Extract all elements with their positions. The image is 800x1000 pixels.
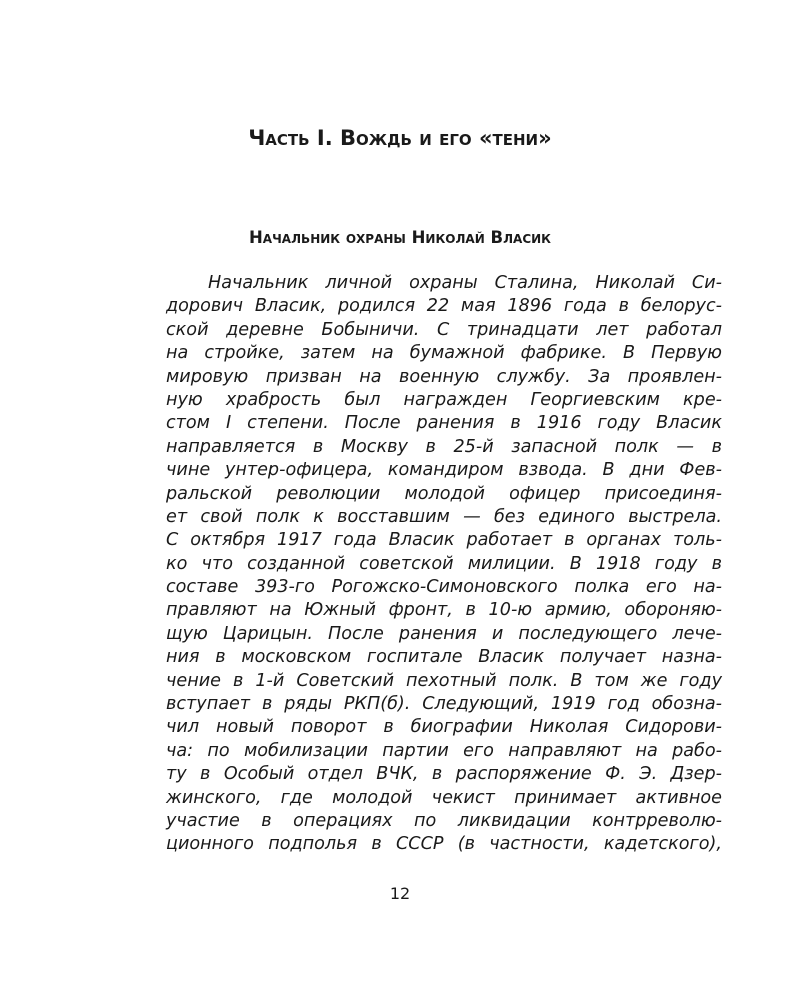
paragraph-line: направляется в Москву в 25-й запасной полк — в <box>166 436 722 457</box>
paragraph-line: стом I степени. После ранения в 1916 году Власик <box>166 413 722 434</box>
paragraph-line: С октября 1917 года Власик работает в органах толь- <box>166 530 722 551</box>
paragraph-line: участие в операциях по ликвидации контрреволю- <box>166 810 722 831</box>
paragraph-line: ской деревне Бобыничи. С тринадцати лет работал <box>166 319 722 340</box>
paragraph-line: Начальник личной охраны Сталина, Николай Си- <box>208 273 722 293</box>
paragraph-line: ет свой полк к восставшим — без единого выстрела. <box>166 506 722 527</box>
paragraph-line: щую Царицын. После ранения и последующего лече- <box>166 623 722 644</box>
paragraph-line: ча: по мобилизации партии его направляют на рабо- <box>166 740 722 761</box>
paragraph-line: ту в Особый отдел ВЧК, в распоряжение Ф. Э. Дзер- <box>166 764 722 785</box>
paragraph-line: чине унтер-офицера, командиром взвода. В дни Фев- <box>166 460 722 481</box>
paragraph-line: чение в 1-й Советский пехотный полк. В том же году <box>166 670 722 691</box>
paragraph-line: дорович Власик, родился 22 мая 1896 года в белорус- <box>166 296 722 317</box>
page-number: 12 <box>389 884 411 903</box>
paragraph-line: мировую призван на военную службу. За проявлен- <box>166 366 722 387</box>
paragraph-line: ционного подполья в СССР (в частности, кадетского), <box>166 834 722 855</box>
part-title: Часть I. Вождь и его «тени» <box>248 126 552 150</box>
paragraph-line: ральской революции молодой офицер присоединя- <box>166 483 722 504</box>
paragraph-line: ную храбрость был награжден Георгиевским кре- <box>166 389 722 410</box>
paragraph-line: жинского, где молодой чекист принимает активное <box>166 787 722 808</box>
paragraph-line: на стройке, затем на бумажной фабрике. В Первую <box>166 343 722 364</box>
body-paragraph <box>166 272 722 857</box>
paragraph-line: вступает в ряды РКП(б). Следующий, 1919 год обозна- <box>166 694 722 715</box>
paragraph-line: ния в московском госпитале Власик получает назна- <box>166 647 722 668</box>
section-title: Начальник охраны Николай Власик <box>249 228 551 247</box>
paragraph-line: ко что созданной советской милиции. В 1918 году в <box>166 553 722 574</box>
paragraph-line: составе 393-го Рогожско-Симоновского полка его на- <box>166 577 722 598</box>
paragraph-line: правляют на Южный фронт, в 10-ю армию, обороняю- <box>166 600 722 621</box>
paragraph-line: чил новый поворот в биографии Николая Сидорови- <box>166 717 722 738</box>
